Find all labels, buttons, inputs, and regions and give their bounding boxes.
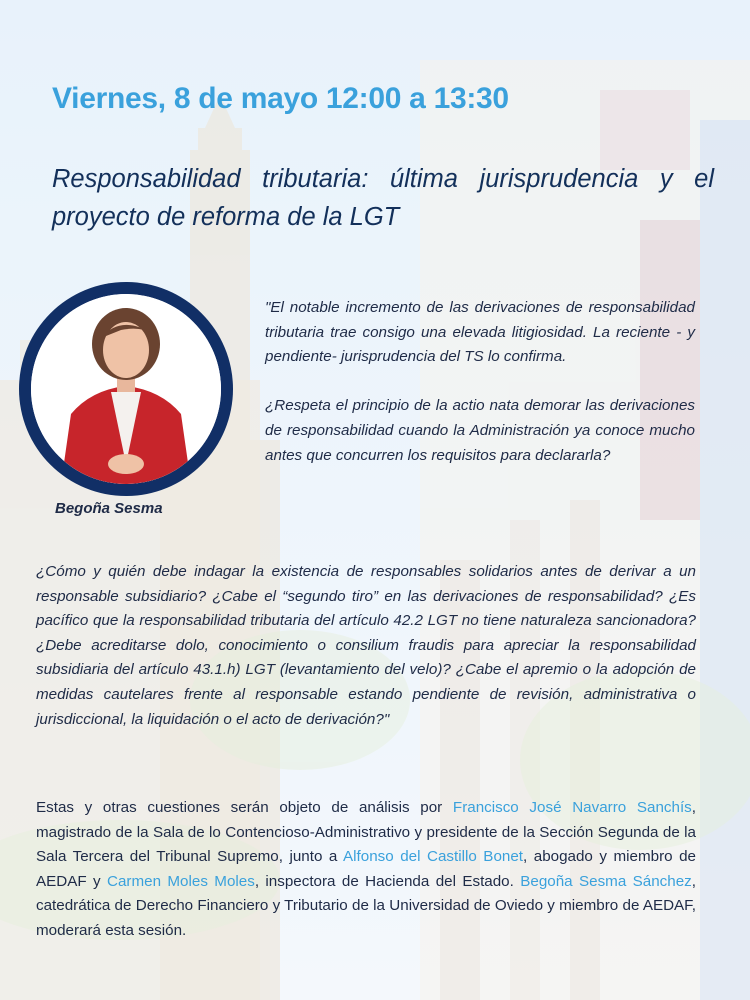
speaker-name: Begoña Sesma bbox=[55, 500, 163, 517]
session-description bbox=[36, 796, 696, 944]
description-text: Estas y otras cuestiones serán objeto de análisis por bbox=[36, 799, 453, 816]
speaker-link-moles: Carmen Moles Moles bbox=[107, 872, 255, 890]
description-text: , magistrado de la Sala de lo Contencioso-Administrativo y presidente de la Sección Segunda de la Sala Tercera del Tribunal Supremo, junto a bbox=[36, 799, 696, 866]
speaker-link-navarro: Francisco José Navarro Sanchís bbox=[452, 799, 692, 816]
speaker-photo bbox=[31, 294, 221, 484]
quote-paragraph: ¿Respeta el principio de la actio nata demorar las derivaciones de responsabilidad cuando la Administración ya conoce mucho antes que concurren los requisitos para declararla? bbox=[265, 397, 695, 464]
event-title: Responsabilidad tributaria: última jurisprudencia y el proyecto de reforma de la LGT bbox=[52, 165, 714, 231]
speaker-portrait-frame bbox=[19, 282, 233, 496]
questions-paragraph: ¿Cómo y quién debe indagar la existencia de responsables solidarios antes de derivar a un responsable subsidiario? ¿Cabe el “segundo tiro” en las derivaciones de responsabilidad? ¿Es pacífico que la responsabilidad tributaria del artículo 42.2 LGT no tiene naturaleza sancionadora? ¿Debe acreditarse dolo, conocimiento o consilium fraudis para apreciar la responsabilidad subsidiaria del artículo 43.1.h) LGT (levantamiento del velo)? ¿Cabe el apremio o la adopción de medidas cautelares frente al responsable estando pendiente de revisión, administrativa o jurisdiccional, la liquidación o el acto de derivación?" bbox=[36, 563, 696, 728]
event-date-time: Viernes, 8 de mayo 12:00 a 13:30 bbox=[52, 82, 509, 115]
description-text: , inspectora de Hacienda del Estado. bbox=[254, 872, 521, 890]
description-text: , catedrática de Derecho Financiero y Tributario de la Universidad de Oviedo y miembro de AEDAF, moderará esta sesión. bbox=[36, 872, 696, 939]
speaker-link-sesma: Begoña Sesma Sánchez bbox=[520, 872, 692, 890]
quote-paragraph: "El notable incremento de las derivaciones de responsabilidad tributaria trae consigo una elevada litigiosidad. La reciente - y pendiente- jurisprudencia del TS lo confirma. bbox=[265, 299, 695, 366]
speaker-quote bbox=[265, 296, 695, 493]
description-text: , abogado y miembro de AEDAF y bbox=[36, 848, 696, 890]
speaker-link-castillo: Alfonso del Castillo Bonet bbox=[343, 848, 524, 866]
